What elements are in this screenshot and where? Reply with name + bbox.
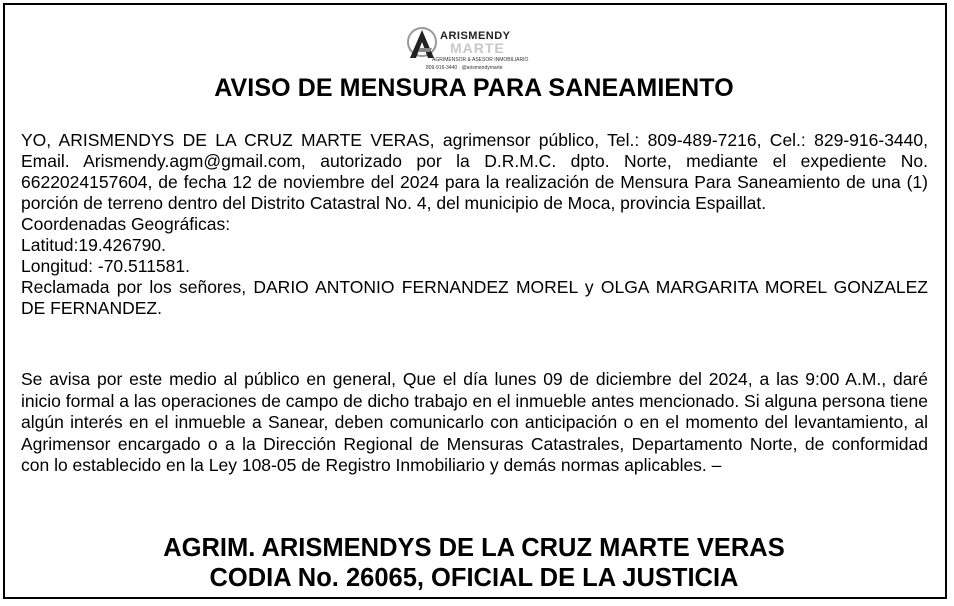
notice-paragraph-1 bbox=[21, 130, 928, 319]
logo-contact: 809-916-3440 · @arismendymarte bbox=[426, 65, 503, 71]
company-logo bbox=[402, 24, 542, 72]
coordinates-heading: Coordenadas Geográficas: bbox=[21, 214, 231, 234]
signature-codia: CODIA No. 26065, OFICIAL DE LA JUSTICIA bbox=[209, 564, 739, 592]
surveyor-statement: YO, ARISMENDYS DE LA CRUZ MARTE VERAS, agrimensor público, Tel.: 809-489-7216, Cel.: 829-916-3440, Email. Arismendy.agm@gmail.com, autorizado por la D.R.M.C. dpto. Norte, mediante el expediente No. 6622024157604, de fecha 12 de noviembre del 2024 para la realización de Mensura Para Saneamiento de una (1) porción de terreno dentro del Distrito Catastral No. 4, del municipio de Moca, provincia Espaillat. bbox=[21, 130, 928, 213]
notice-title: AVISO DE MENSURA PARA SANEAMIENTO bbox=[214, 74, 734, 102]
notice-paragraph-2: Se avisa por este medio al público en general, Que el día lunes 09 de diciembre del 2024, a las 9:00 A.M., daré inicio formal a las operaciones de campo de dicho trabajo en el inmueble antes mencionado. Si alguna persona tiene algún interés en el inmueble a Sanear, deben comunicarlo con anticipación o en el momento del levantamiento, al Agrimensor encargado o a la Dirección Regional de Mensuras Catastrales, Departamento Norte, de conformidad con lo establecido en la Ley 108-05 de Registro Inmobiliario y demás normas aplicables. – bbox=[21, 369, 928, 475]
longitude-value: Longitud: -70.511581. bbox=[21, 256, 190, 276]
logo-tagline: AGRIMENSOR & ASESOR INMOBILIARIO bbox=[432, 57, 529, 63]
logo-brand-name: ARISMENDY bbox=[440, 30, 511, 42]
claimants-text: Reclamada por los señores, DARIO ANTONIO FERNANDEZ MOREL y OLGA MARGARITA MOREL GONZALEZ DE FERNANDEZ. bbox=[21, 277, 928, 318]
signature-name: AGRIM. ARISMENDYS DE LA CRUZ MARTE VERAS bbox=[163, 534, 785, 562]
logo-brand-surname: MARTE bbox=[450, 40, 505, 56]
latitude-value: Latitud:19.426790. bbox=[21, 235, 166, 255]
